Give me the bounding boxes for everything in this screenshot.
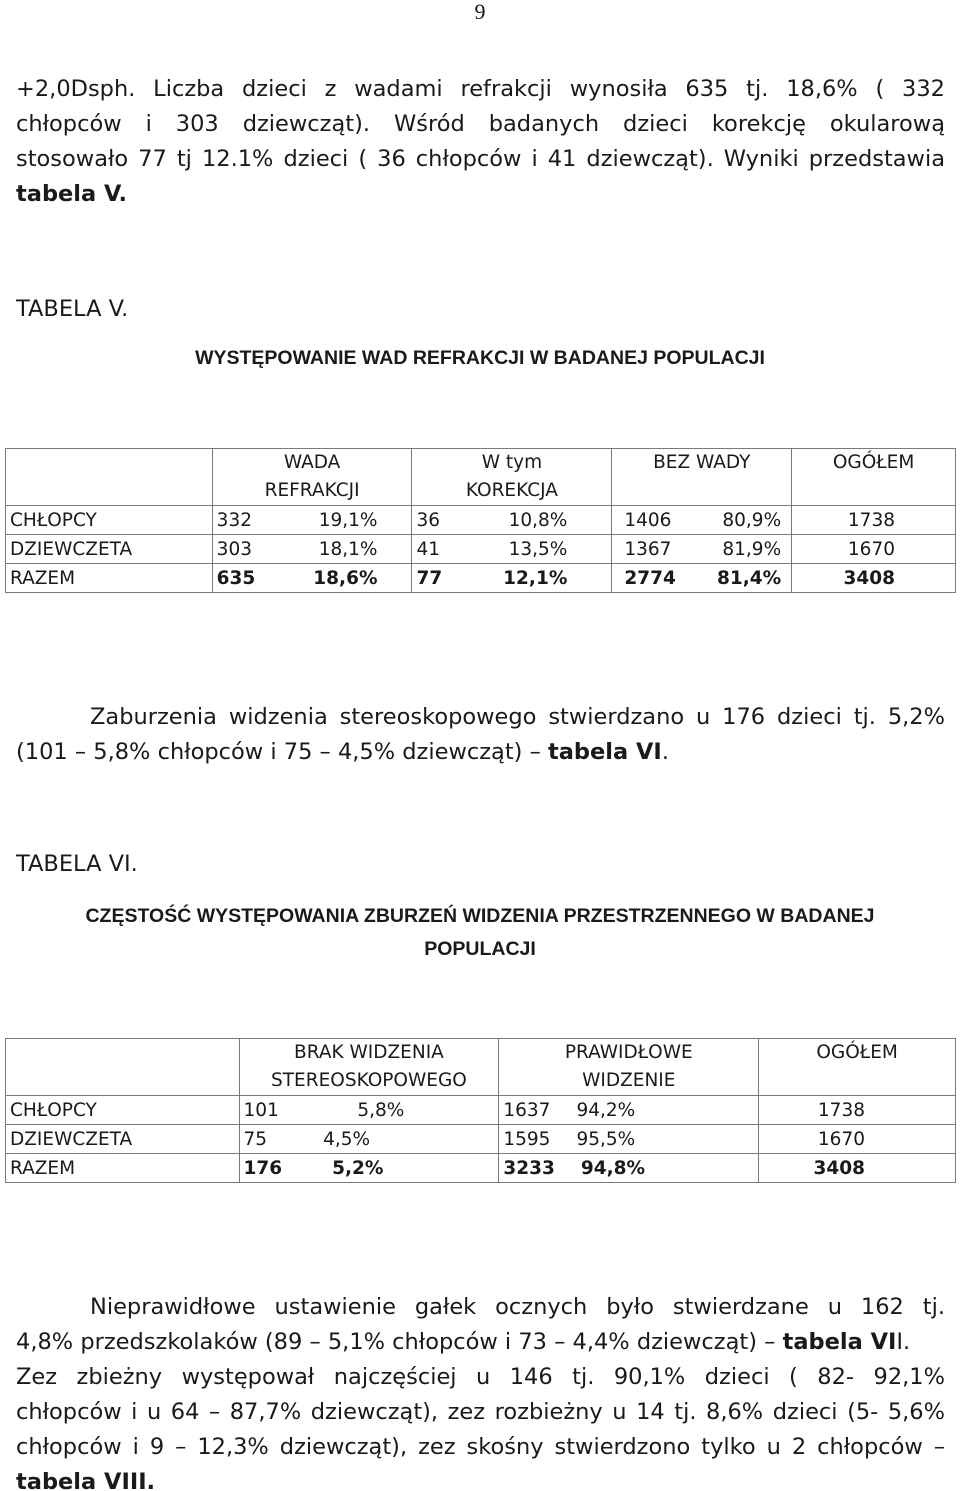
- no-defect-count: 2774: [624, 567, 676, 589]
- defect-cell: [212, 506, 412, 535]
- table-row: [6, 1125, 956, 1154]
- header-total: OGÓŁEM: [759, 1039, 956, 1096]
- defect-count: 332: [216, 509, 252, 531]
- correct-count: 3233: [503, 1157, 555, 1179]
- correction-percent: 10,8%: [508, 509, 568, 531]
- table-label: TABELA VI.: [16, 851, 138, 877]
- table-label: TABELA V.: [16, 296, 129, 322]
- intro-line: chłopców i 303 dziewcząt). Wśród badanych dzieci korekcję okularową: [16, 111, 945, 137]
- no-stereo-count: 75: [243, 1128, 268, 1150]
- total-cell: 1670: [792, 535, 956, 564]
- row-label: DZIEWCZETA: [6, 535, 213, 564]
- correction-percent: 12,1%: [503, 567, 568, 589]
- correct-cell: [499, 1096, 759, 1125]
- outro-line: [16, 1325, 945, 1360]
- defect-cell: [212, 564, 412, 593]
- stereo-table: [5, 1038, 956, 1183]
- correction-count: 77: [416, 567, 443, 589]
- table-header-row: [6, 1039, 956, 1096]
- intro-line-bold: [16, 177, 945, 212]
- stereo-text-end: .: [661, 739, 669, 765]
- table-row-total: [6, 1154, 956, 1183]
- defect-cell: [212, 535, 412, 564]
- table-title: CZĘSTOŚĆ WYSTĘPOWANIA ZBURZEŃ WIDZENIA PRZESTRZENNEGO W BADANEJ: [85, 905, 875, 927]
- row-label: CHŁOPCY: [6, 506, 213, 535]
- total-cell: 3408: [759, 1154, 956, 1183]
- row-label: RAZEM: [6, 1154, 240, 1183]
- table-reference: tabela VI: [782, 1329, 897, 1355]
- outro-paragraph: [16, 1290, 945, 1491]
- row-label: DZIEWCZETA: [6, 1125, 240, 1154]
- stereo-paragraph: [16, 700, 945, 770]
- header-correct: PRAWIDŁOWE WIDZENIE: [499, 1039, 759, 1096]
- correct-cell: [499, 1154, 759, 1183]
- no-defect-count: 1367: [624, 538, 672, 560]
- correction-cell: [412, 535, 612, 564]
- table-row-total: [6, 564, 956, 593]
- correction-percent: 13,5%: [508, 538, 568, 560]
- correct-cell: [499, 1125, 759, 1154]
- total-cell: 1670: [759, 1125, 956, 1154]
- stereo-line: Zaburzenia widzenia stereoskopowego stwierdzano u 176 dzieci tj. 5,2%: [90, 704, 945, 730]
- table-reference: tabela V.: [16, 181, 128, 207]
- no-defect-percent: 80,9%: [722, 509, 782, 531]
- header-no-defect: BEZ WADY: [612, 449, 792, 506]
- defect-percent: 19,1%: [318, 509, 378, 531]
- no-stereo-cell: [239, 1154, 499, 1183]
- total-cell: 1738: [792, 506, 956, 535]
- outro-line: chłopców i u 64 – 87,7% dziewcząt), zez rozbieżny u 14 tj. 8,6% dzieci (5- 5,6%: [16, 1399, 945, 1425]
- defect-count: 303: [216, 538, 252, 560]
- correct-percent: 94,2%: [576, 1099, 636, 1121]
- no-stereo-percent: 4,5%: [323, 1128, 371, 1150]
- table-row: [6, 506, 956, 535]
- page-number: 9: [474, 0, 486, 24]
- no-stereo-cell: [239, 1096, 499, 1125]
- no-defect-cell: [612, 535, 792, 564]
- correction-count: 36: [416, 509, 441, 531]
- no-defect-percent: 81,9%: [722, 538, 782, 560]
- total-cell: 3408: [792, 564, 956, 593]
- correction-count: 41: [416, 538, 441, 560]
- no-defect-cell: [612, 564, 792, 593]
- defect-count: 635: [216, 567, 256, 589]
- stereo-line: [16, 735, 945, 770]
- no-defect-count: 1406: [624, 509, 672, 531]
- header-empty: [6, 1039, 240, 1096]
- stereo-text: (101 – 5,8% chłopców i 75 – 4,5% dziewcząt) –: [16, 739, 548, 765]
- header-refraction-defect: WADA REFRAKCJI: [212, 449, 412, 506]
- table-row: [6, 535, 956, 564]
- row-label: RAZEM: [6, 564, 213, 593]
- outro-line: Nieprawidłowe ustawienie gałek ocznych było stwierdzane u 162 tj.: [90, 1294, 945, 1320]
- refraction-table: [5, 448, 956, 593]
- row-label: CHŁOPCY: [6, 1096, 240, 1125]
- outro-line: Zez zbieżny występował najczęściej u 146 tj. 90,1% dzieci ( 82- 92,1%: [16, 1364, 945, 1390]
- table-title-continued: POPULACJI: [424, 938, 536, 960]
- header-total: OGÓŁEM: [792, 449, 956, 506]
- no-stereo-count: 176: [243, 1157, 283, 1179]
- table-title: WYSTĘPOWANIE WAD REFRAKCJI W BADANEJ POPULACJI: [195, 347, 765, 369]
- outro-text-end: I.: [896, 1329, 911, 1355]
- intro-line: stosowało 77 tj 12.1% dzieci ( 36 chłopców i 41 dziewcząt). Wyniki przedstawia: [16, 146, 945, 172]
- no-defect-percent: 81,4%: [716, 567, 782, 589]
- no-stereo-percent: 5,2%: [332, 1157, 384, 1179]
- table-header-row: [6, 449, 956, 506]
- no-defect-cell: [612, 506, 792, 535]
- header-no-stereo: BRAK WIDZENIA STEREOSKOPOWEGO: [239, 1039, 499, 1096]
- intro-line: +2,0Dsph. Liczba dzieci z wadami refrakcji wynosiła 635 tj. 18,6% ( 332: [16, 76, 945, 102]
- header-correction: W tym KOREKCJA: [412, 449, 612, 506]
- outro-line: chłopców i 9 – 12,3% dziewcząt), zez skośny stwierdzono tylko u 2 chłopców –: [16, 1434, 945, 1460]
- no-stereo-percent: 5,8%: [357, 1099, 405, 1121]
- correction-cell: [412, 506, 612, 535]
- no-stereo-count: 101: [243, 1099, 279, 1121]
- correct-count: 1595: [503, 1128, 551, 1150]
- defect-percent: 18,1%: [318, 538, 378, 560]
- intro-paragraph: [16, 72, 945, 212]
- correct-percent: 94,8%: [580, 1157, 646, 1179]
- correct-count: 1637: [503, 1099, 551, 1121]
- outro-line-bold: [16, 1465, 945, 1491]
- header-empty: [6, 449, 213, 506]
- defect-percent: 18,6%: [313, 567, 378, 589]
- table-reference: tabela VIII.: [16, 1469, 156, 1491]
- no-stereo-cell: [239, 1125, 499, 1154]
- outro-text: 4,8% przedszkolaków (89 – 5,1% chłopców i 73 – 4,4% dziewcząt) –: [16, 1329, 783, 1355]
- table-reference: tabela VI: [547, 739, 662, 765]
- correction-cell: [412, 564, 612, 593]
- table-row: [6, 1096, 956, 1125]
- correct-percent: 95,5%: [576, 1128, 636, 1150]
- total-cell: 1738: [759, 1096, 956, 1125]
